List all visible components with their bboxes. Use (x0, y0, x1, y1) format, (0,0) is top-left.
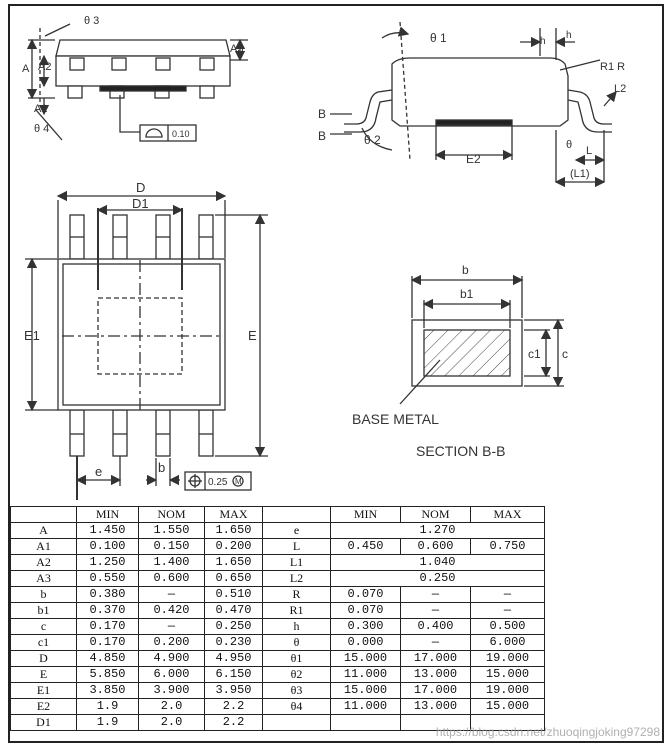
table-cell: 0.650 (205, 571, 263, 587)
table-symbol-cell: L1 (263, 555, 331, 571)
table-symbol-cell: θ4 (263, 699, 331, 715)
table-cell: 0.380 (77, 587, 139, 603)
side-view (28, 24, 248, 141)
label-h1: h (540, 36, 546, 47)
table-cell: — (401, 587, 471, 603)
table-cell: 0.600 (139, 571, 205, 587)
table-cell: 2.0 (139, 699, 205, 715)
table-cell: 0.370 (77, 603, 139, 619)
label-A: A (22, 63, 30, 75)
table-cell: 4.950 (205, 651, 263, 667)
label-theta4: θ 4 (34, 123, 50, 135)
table-symbol-cell: e (263, 523, 331, 539)
table-cell: 2.2 (205, 699, 263, 715)
table-symbol-cell: θ2 (263, 667, 331, 683)
label-sec-c1: c1 (528, 347, 541, 361)
table-cell: — (401, 603, 471, 619)
table-cell: 1.400 (139, 555, 205, 571)
table-cell: 0.170 (77, 619, 139, 635)
table-symbol-cell: c1 (11, 635, 77, 651)
table-cell: 3.950 (205, 683, 263, 699)
table-row (11, 523, 545, 539)
label-section: SECTION B-B (416, 443, 506, 459)
label-B1: B (318, 107, 327, 121)
label-L2: L2 (614, 83, 627, 95)
table-cell: 5.850 (77, 667, 139, 683)
table-symbol-cell: A1 (11, 539, 77, 555)
label-E1: E1 (24, 328, 40, 343)
table-cell: — (401, 635, 471, 651)
table-cell: MIN (331, 507, 401, 523)
table-symbol-cell: E (11, 667, 77, 683)
table-cell: 4.850 (77, 651, 139, 667)
table-symbol-cell: h (263, 619, 331, 635)
label-R1R: R1 R (600, 61, 626, 73)
table-cell: MAX (471, 507, 545, 523)
label-h2: h (566, 30, 572, 41)
label-theta: θ (566, 139, 573, 151)
table-cell: 17.000 (401, 683, 471, 699)
table-cell: 1.450 (77, 523, 139, 539)
table-symbol-cell: θ (263, 635, 331, 651)
table-cell: 0.150 (139, 539, 205, 555)
table-cell: 0.500 (471, 619, 545, 635)
table-cell: 0.250 (331, 571, 545, 587)
top-view (25, 196, 268, 500)
table-cell: 6.000 (471, 635, 545, 651)
table-cell: 0.200 (205, 539, 263, 555)
label-L1: (L1) (570, 168, 590, 180)
table-cell: 2.0 (139, 715, 205, 731)
table-row (11, 571, 545, 587)
table-cell: 3.850 (77, 683, 139, 699)
table-cell: 2.2 (205, 715, 263, 731)
label-D: D (136, 180, 146, 195)
table-symbol-cell: L2 (263, 571, 331, 587)
table-cell: 1.650 (205, 523, 263, 539)
label-B2: B (318, 129, 327, 143)
label-theta2: θ 2 (364, 133, 381, 147)
table-cell: 0.510 (205, 587, 263, 603)
table-cell: — (471, 587, 545, 603)
table-cell: 17.000 (401, 651, 471, 667)
label-flatness: 0.10 (172, 129, 190, 139)
table-cell: 15.000 (331, 683, 401, 699)
label-A1: A1 (34, 103, 48, 115)
table-symbol-cell: D (11, 651, 77, 667)
table-cell: 1.9 (77, 699, 139, 715)
table-cell: 15.000 (471, 667, 545, 683)
table-cell: 0.070 (331, 587, 401, 603)
table-cell: 0.230 (205, 635, 263, 651)
table-symbol-cell: c (11, 619, 77, 635)
table-cell: — (139, 619, 205, 635)
label-A2: A2 (38, 61, 52, 73)
dimension-table-body (11, 507, 545, 731)
table-cell: — (139, 587, 205, 603)
table-cell: 19.000 (471, 683, 545, 699)
table-cell: 19.000 (471, 651, 545, 667)
label-sec-b1: b1 (460, 287, 474, 301)
table-symbol-cell: θ3 (263, 683, 331, 699)
table-cell: 1.9 (77, 715, 139, 731)
table-symbol-cell: R (263, 587, 331, 603)
table-cell: 0.300 (331, 619, 401, 635)
table-cell: 15.000 (471, 699, 545, 715)
table-cell: 4.900 (139, 651, 205, 667)
table-cell: 0.600 (401, 539, 471, 555)
label-sec-c: c (562, 347, 568, 361)
label-position-tol: 0.25 (208, 477, 228, 488)
table-symbol-cell: D1 (11, 715, 77, 731)
table-row (11, 651, 545, 667)
table-cell: 0.100 (77, 539, 139, 555)
table-symbol-cell (263, 715, 331, 731)
table-cell: 0.400 (401, 619, 471, 635)
table-row (11, 619, 545, 635)
table-symbol-cell (263, 507, 331, 523)
label-L: L (586, 145, 593, 157)
table-cell (331, 715, 401, 731)
label-base-metal: BASE METAL (352, 411, 439, 427)
table-row (11, 667, 545, 683)
table-symbol-cell: E1 (11, 683, 77, 699)
table-cell: 0.070 (331, 603, 401, 619)
table-cell: 0.550 (77, 571, 139, 587)
label-theta3: θ 3 (84, 15, 100, 27)
label-sec-b: b (462, 263, 469, 277)
label-b: b (158, 460, 166, 475)
table-row (11, 587, 545, 603)
table-cell: 0.470 (205, 603, 263, 619)
table-cell: — (471, 603, 545, 619)
table-cell: MIN (77, 507, 139, 523)
table-cell: 1.270 (331, 523, 545, 539)
table-cell: 11.000 (331, 667, 401, 683)
table-cell: 6.150 (205, 667, 263, 683)
table-cell: 15.000 (331, 651, 401, 667)
table-cell: 0.750 (471, 539, 545, 555)
table-cell: 13.000 (401, 667, 471, 683)
table-symbol-cell: E2 (11, 699, 77, 715)
table-symbol-cell: b1 (11, 603, 77, 619)
table-row (11, 699, 545, 715)
dimension-table (10, 506, 545, 731)
table-cell: 0.420 (139, 603, 205, 619)
table-symbol-cell: A2 (11, 555, 77, 571)
table-cell: 1.550 (139, 523, 205, 539)
table-cell: 13.000 (401, 699, 471, 715)
label-theta1: θ 1 (430, 31, 447, 45)
table-symbol-cell: A3 (11, 571, 77, 587)
watermark: https://blog.csdn.net/zhuoqingjoking97298 (435, 725, 660, 739)
table-cell: 6.000 (139, 667, 205, 683)
table-row (11, 603, 545, 619)
table-cell: MAX (205, 507, 263, 523)
table-symbol-cell: θ1 (263, 651, 331, 667)
label-A3: A3 (230, 43, 244, 55)
label-e: e (95, 464, 103, 479)
table-symbol-cell (11, 507, 77, 523)
table-cell: 0.450 (331, 539, 401, 555)
section-view (400, 276, 564, 404)
svg-text:M: M (235, 477, 242, 486)
table-cell: 0.000 (331, 635, 401, 651)
table-symbol-cell: R1 (263, 603, 331, 619)
table-cell: 3.900 (139, 683, 205, 699)
table-cell: 0.170 (77, 635, 139, 651)
table-header-row (11, 507, 545, 523)
table-row (11, 539, 545, 555)
table-symbol-cell: L (263, 539, 331, 555)
label-D1: D1 (132, 196, 149, 211)
table-cell: 1.040 (331, 555, 545, 571)
table-symbol-cell: b (11, 587, 77, 603)
table-row (11, 555, 545, 571)
table-cell: 0.250 (205, 619, 263, 635)
table-cell: NOM (401, 507, 471, 523)
label-E: E (248, 328, 257, 343)
label-E2: E2 (466, 152, 481, 166)
table-symbol-cell: A (11, 523, 77, 539)
table-cell: 0.200 (139, 635, 205, 651)
table-row (11, 635, 545, 651)
table-cell: 1.250 (77, 555, 139, 571)
table-cell: 11.000 (331, 699, 401, 715)
table-row (11, 683, 545, 699)
table-cell: NOM (139, 507, 205, 523)
table-cell: 1.650 (205, 555, 263, 571)
